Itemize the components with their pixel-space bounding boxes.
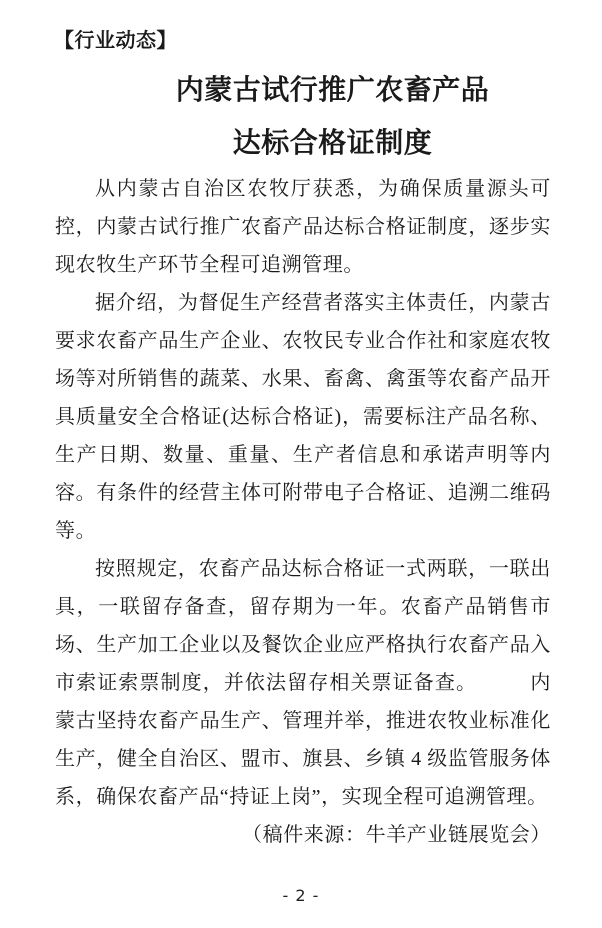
page-number: - 2 - — [282, 886, 320, 905]
paragraph-3: 按照规定，农畜产品达标合格证一式两联，一联出具，一联留存备查，留存期为一年。农畜产品销售市场、生产加工企业以及餐饮企业应严格执行农畜产品入市索证索票制度，并依法留存相关票证备查。 内蒙古坚持农畜产品生产、管理并举，推进农牧业标准化生产，健全自治区、盟市、旗县、乡镇 4 级监管服务体系，确保农畜产品“持证上岗”，实现全程可追溯管理。 — [55, 558, 551, 808]
paragraph-2: 据介绍，为督促生产经营者落实主体责任，内蒙古要求农畜产品生产企业、农牧民专业合作社和家庭农牧场等对所销售的蔬菜、水果、畜禽、禽蛋等农畜产品开具质量安全合格证(达标合格证)，需要标注产品名称、生产日期、数量、重量、生产者信息和承诺声明等内容。有条件的经营主体可附带电子合格证、追溯二维码等。 — [55, 292, 551, 542]
section-tag: 【行业动态】 — [54, 28, 177, 52]
source-attribution: （稿件来源：牛羊产业链展览会） — [242, 824, 551, 846]
document-title — [115, 64, 550, 170]
document-title-line-1: 内蒙古试行推广农畜产品 — [175, 75, 490, 106]
paragraph-1: 从内蒙古自治区农牧厅获悉，为确保质量源头可控，内蒙古试行推广农畜产品达标合格证制度，逐步实现农牧生产环节全程可追溯管理。 — [55, 178, 551, 276]
document-title-line-2: 达标合格证制度 — [232, 128, 433, 159]
document-body — [55, 170, 551, 854]
